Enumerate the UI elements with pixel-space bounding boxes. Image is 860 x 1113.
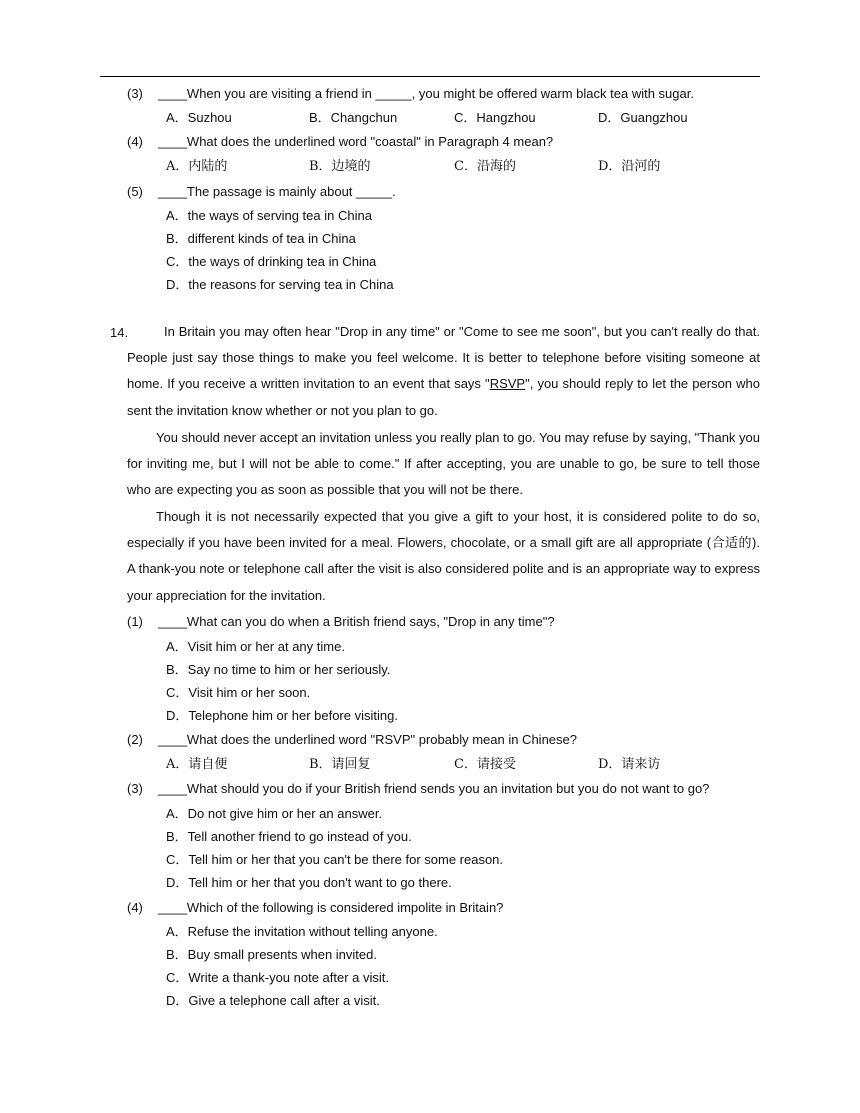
question-13-5 <box>127 182 396 202</box>
passage-number: 14. <box>110 325 129 340</box>
question-text: The passage is mainly about _____. <box>186 184 396 199</box>
option-d[interactable]: D．沿河的 <box>598 159 661 174</box>
question-text: When you are visiting a friend in _____, you might be offered warm black tea with sugar. <box>186 86 694 101</box>
question-14-2 <box>127 730 577 750</box>
answer-blank: ____ <box>158 614 187 629</box>
option-c[interactable]: C．the ways of drinking tea in China <box>166 254 377 269</box>
underlined-word-rsvp: RSVP <box>489 376 526 392</box>
option-a[interactable]: A．the ways of serving tea in China <box>166 208 372 223</box>
option-b[interactable]: B．边境的 <box>309 159 371 174</box>
answer-blank: ____ <box>158 732 187 747</box>
header-rule <box>100 76 760 77</box>
question-14-1 <box>127 612 555 632</box>
answer-blank: ____ <box>158 86 187 101</box>
option-a[interactable]: A．Suzhou <box>166 110 232 125</box>
option-c[interactable]: C．Tell him or her that you can't be there for some reason. <box>166 852 504 867</box>
question-13-3 <box>127 84 694 104</box>
question-number: (2) <box>127 732 143 747</box>
option-b[interactable]: B．Say no time to him or her seriously. <box>166 662 391 677</box>
option-d[interactable]: D．Give a telephone call after a visit. <box>166 993 380 1008</box>
option-d[interactable]: D．the reasons for serving tea in China <box>166 277 394 292</box>
question-text: What does the underlined word "coastal" in Paragraph 4 mean? <box>186 134 554 149</box>
passage-paragraph-3: Though it is not necessarily expected that you give a gift to your host, it is considered polite to do so, especially if you have been invited for a meal. Flowers, chocolate, or a small gift are all appropriate (合适的). A thank-you note or telephone call after the visit is also considered polite and is an appropriate way to express your appreciation for the invitation. <box>127 509 760 603</box>
question-13-4 <box>127 132 553 152</box>
answer-blank: ____ <box>158 781 187 796</box>
passage-paragraph-1: In Britain you may often hear "Drop in any time" or "Come to see me soon", but you can't really do that. People just say those things to make you feel welcome. It is better to telephone before visiting someone at home. If you receive a written invitation to an event that says "RSVP", you should reply to let the person who sent the invitation know whether or not you plan to go. <box>127 324 761 418</box>
question-text: What should you do if your British friend sends you an invitation but you do not want to go? <box>186 781 710 796</box>
option-b[interactable]: B．Changchun <box>309 110 398 125</box>
option-d[interactable]: D．Tell him or her that you don't want to go there. <box>166 875 452 890</box>
passage-paragraph-2: You should never accept an invitation unless you really plan to go. You may refuse by saying, "Thank you for inviting me, but I will not be able to come." If after accepting, you are unable to go, be sure to tell those who are expecting you as soon as possible that you will not be there. <box>127 430 760 498</box>
question-number: (3) <box>127 86 143 101</box>
question-number: (1) <box>127 614 143 629</box>
option-b[interactable]: B．Tell another friend to go instead of you. <box>166 829 412 844</box>
question-number: (4) <box>127 900 143 915</box>
option-b[interactable]: B．请回复 <box>309 757 371 772</box>
question-text: What can you do when a British friend says, "Drop in any time"? <box>186 614 555 629</box>
answer-blank: ____ <box>158 134 187 149</box>
option-a[interactable]: A．Visit him or her at any time. <box>166 639 345 654</box>
answer-blank: ____ <box>158 900 187 915</box>
option-c[interactable]: C．Hangzhou <box>454 110 536 125</box>
answer-blank: ____ <box>158 184 187 199</box>
question-14-4 <box>127 898 503 918</box>
question-text: Which of the following is considered impolite in Britain? <box>186 900 504 915</box>
option-a[interactable]: A．Refuse the invitation without telling anyone. <box>166 924 438 939</box>
option-b[interactable]: B．Buy small presents when invited. <box>166 947 377 962</box>
option-d[interactable]: D．请来访 <box>598 757 661 772</box>
question-14-3 <box>127 779 709 799</box>
question-number: (4) <box>127 134 143 149</box>
option-a[interactable]: A．请自便 <box>166 757 228 772</box>
question-number: (5) <box>127 184 143 199</box>
option-a[interactable]: A．内陆的 <box>166 159 228 174</box>
option-c[interactable]: C．Write a thank-you note after a visit. <box>166 970 390 985</box>
option-c[interactable]: C．请接受 <box>454 757 516 772</box>
question-text: What does the underlined word "RSVP" probably mean in Chinese? <box>186 732 577 747</box>
option-d[interactable]: D．Telephone him or her before visiting. <box>166 708 398 723</box>
option-a[interactable]: A．Do not give him or her an answer. <box>166 806 383 821</box>
option-c[interactable]: C．Visit him or her soon. <box>166 685 311 700</box>
question-number: (3) <box>127 781 143 796</box>
option-c[interactable]: C．沿海的 <box>454 159 516 174</box>
option-d[interactable]: D．Guangzhou <box>598 110 688 125</box>
option-b[interactable]: B．different kinds of tea in China <box>166 231 356 246</box>
